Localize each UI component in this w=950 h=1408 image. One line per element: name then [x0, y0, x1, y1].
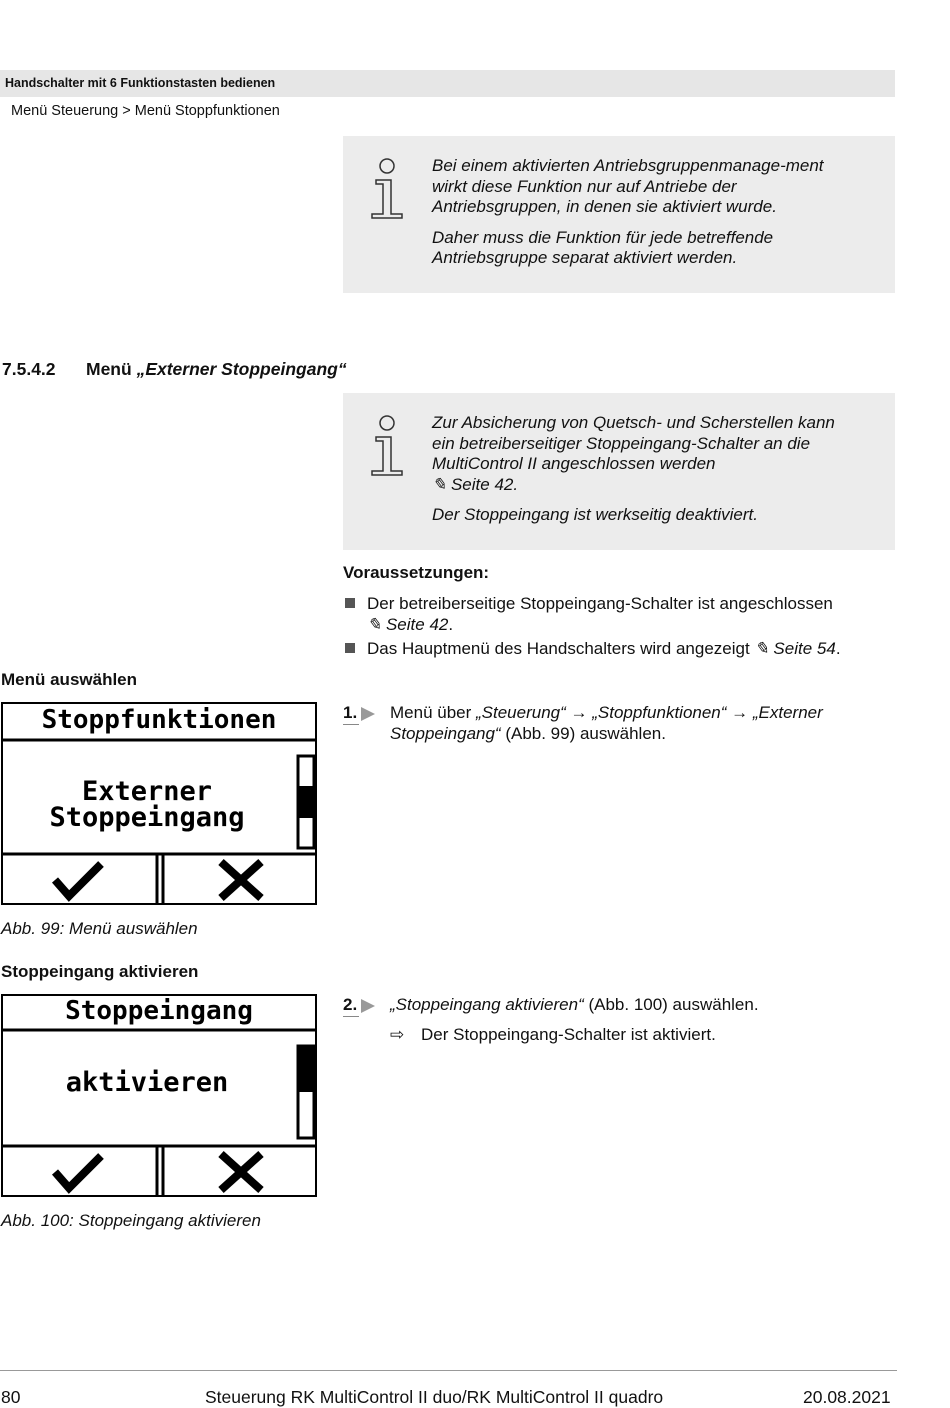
- lcd-screen: [1, 994, 317, 1197]
- info-note: [343, 393, 895, 550]
- step-result: ⇨ Der Stoppeingang-Schalter ist aktiviert.: [390, 1025, 716, 1044]
- bullet-square-icon: [345, 643, 355, 653]
- requirements-title: Voraussetzungen:: [343, 563, 490, 582]
- step-number: 2.: [343, 995, 359, 1017]
- step-item: 1. Menü über „Steuerung“ → „Stoppfunktionen“ → „Externer Stoppeingang“ (Abb. 99) auswählen.: [343, 703, 823, 743]
- info-icon: [369, 415, 405, 477]
- result-arrow-icon: ⇨: [390, 1025, 405, 1044]
- step-number: 1.: [343, 703, 359, 725]
- figure-caption: Abb. 99: Menü auswählen: [1, 919, 198, 938]
- lcd-line: Stoppeingang: [49, 802, 245, 833]
- lcd-scrollbar: [298, 756, 314, 848]
- bullet-square-icon: [345, 598, 355, 608]
- list-item: Der betreiberseitige Stoppeingang-Schalter ist angeschlossen ✎ Seite 42.: [343, 594, 903, 636]
- page-link[interactable]: ✎ Seite 42: [367, 614, 449, 634]
- step-item: 2. „Stoppeingang aktivieren“ (Abb. 100) auswählen.: [343, 995, 903, 1019]
- page-number: 80: [1, 1387, 21, 1407]
- figure-caption: Abb. 100: Stoppeingang aktivieren: [1, 1211, 261, 1230]
- section-title: Menü „Externer Stoppeingang“: [86, 359, 347, 379]
- list-item: Das Hauptmenü des Handschalters wird angezeigt ✎ Seite 54.: [343, 639, 903, 661]
- lcd-line: Externer: [81, 776, 213, 807]
- side-heading: Stoppeingang aktivieren: [1, 962, 199, 981]
- arrow-icon: [361, 999, 375, 1013]
- section-number: 7.5.4.2: [2, 359, 56, 379]
- page-link[interactable]: ✎ Seite 42.: [432, 474, 519, 494]
- info-note: [343, 136, 895, 293]
- lcd-screen: [1, 702, 317, 905]
- arrow-icon: [361, 707, 375, 721]
- note-text: Bei einem aktivierten Antriebsgruppenmanage-ment wirkt diese Funktion nur auf Antriebe der Antriebsgruppen, in denen sie aktiviert wurde.: [432, 156, 824, 216]
- lcd-scrollbar: [298, 1046, 314, 1138]
- lcd-title: Stoppfunktionen: [41, 705, 277, 735]
- running-header: Handschalter mit 6 Funktionstasten bedienen: [5, 76, 276, 90]
- breadcrumb: Menü Steuerung > Menü Stoppfunktionen: [11, 103, 280, 119]
- document-date: 20.08.2021: [803, 1387, 891, 1407]
- note-text: Daher muss die Funktion für jede betreffende Antriebsgruppe separat aktiviert werden.: [432, 227, 774, 267]
- lcd-line: aktivieren: [65, 1067, 229, 1098]
- info-icon: [369, 158, 405, 220]
- document-title: Steuerung RK MultiControl II duo/RK MultiControl II quadro: [205, 1387, 664, 1407]
- page-link[interactable]: ✎ Seite 54: [754, 639, 836, 658]
- note-text: Zur Absicherung von Quetsch- und Scherstellen kann ein betreiberseitiger Stoppeingang-Schalter an die MultiControl II angeschlossen werden ✎ Seite 42.: [432, 413, 835, 494]
- footer-divider: [0, 1370, 897, 1371]
- lcd-title: Stoppeingang: [65, 996, 253, 1026]
- side-heading: Menü auswählen: [1, 670, 138, 689]
- note-text: Der Stoppeingang ist werkseitig deaktiviert.: [432, 505, 758, 524]
